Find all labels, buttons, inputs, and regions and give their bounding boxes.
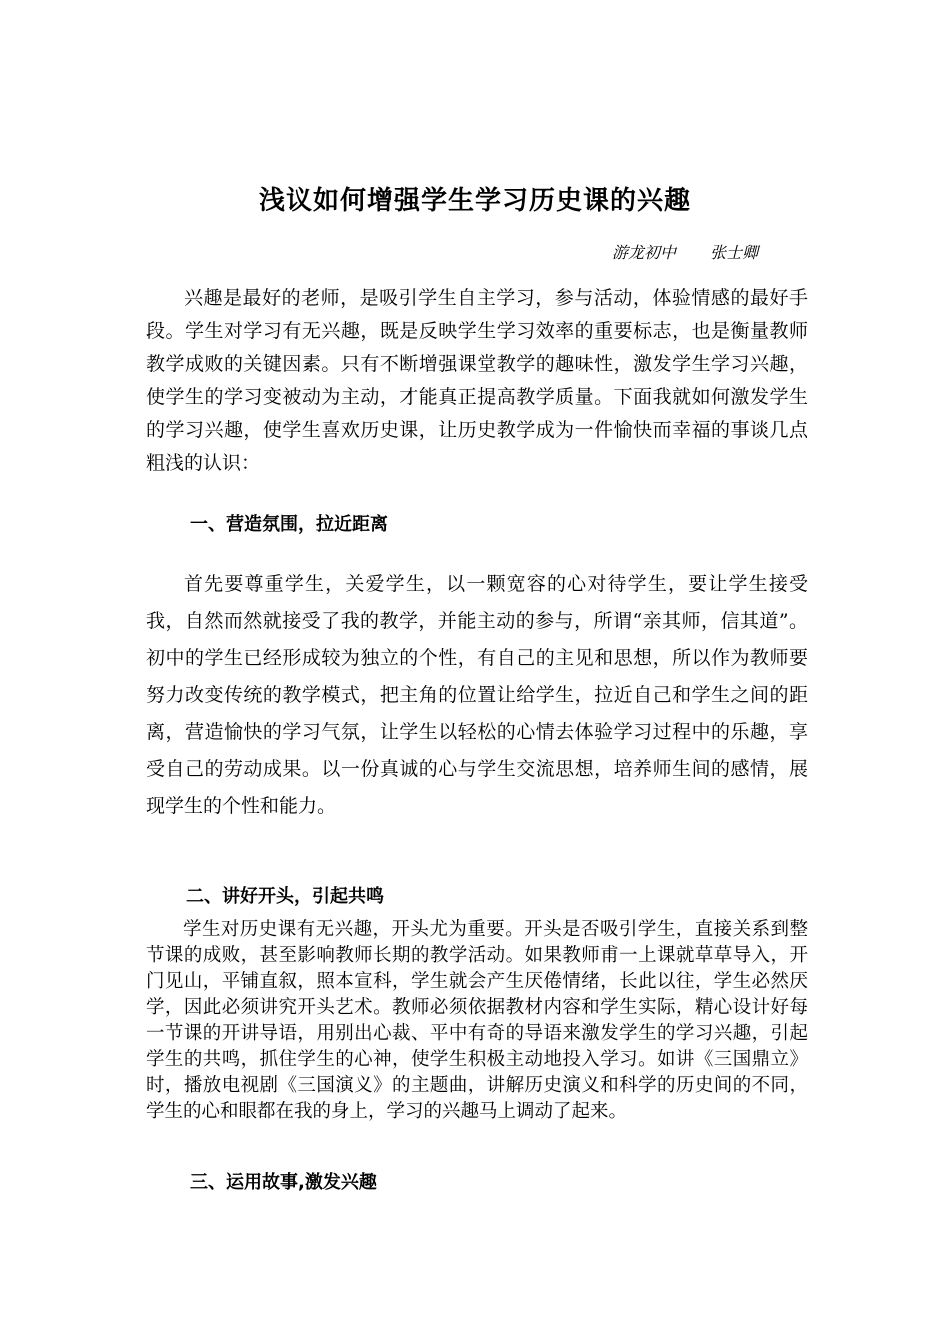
section-heading-3: 三、运用故事,激发兴趣 <box>190 1172 377 1193</box>
author-line <box>612 240 912 263</box>
school-name: 游龙初中 <box>612 243 677 262</box>
intro-paragraph: 兴趣是最好的老师，是吸引学生自主学习，参与活动，体验情感的最好手段。学生对学习有无兴趣，既是反映学生学习效率的重要标志，也是衡量教师教学成败的关键因素。只有不断增强课堂教学的趣味性，激发学生学习兴趣，使学生的学习变被动为主动，才能真正提高教学质量。下面我就如何激发学生的学习兴趣，使学生喜欢历史课，让历史教学成为一件愉快而幸福的事谈几点粗浅的认识： <box>146 287 808 474</box>
section-heading-1: 一、营造氛围，拉近距离 <box>190 514 388 535</box>
document-title: 浅议如何增强学生学习历史课的兴趣 <box>258 186 691 216</box>
author-name: 张士卿 <box>710 243 759 262</box>
section-body-1: 首先要尊重学生，关爱学生，以一颗宽容的心对待学生，要让学生接受我，自然而然就接受了我的教学，并能主动的参与，所谓“亲其师，信其道”。初中的学生已经形成较为独立的个性，有自己的主见和思想，所以作为教师要努力改变传统的教学模式，把主角的位置让给学生，拉近自己和学生之间的距离，营造愉快的学习气氛，让学生以轻松的心情去体验学习过程中的乐趣，享受自己的劳动成果。以一份真诚的心与学生交流思想，培养师生间的感情，展现学生的个性和能力。 <box>146 573 808 817</box>
section-heading-2: 二、讲好开头，引起共鸣 <box>186 886 384 907</box>
section-body-2: 学生对历史课有无兴趣，开头尤为重要。开头是否吸引学生，直接关系到整节课的成败，甚至影响教师长期的教学活动。如果教师甫一上课就草草导入，开门见山，平铺直叙，照本宣科，学生就会产生厌倦情绪，长此以往，学生必然厌学，因此必须讲究开头艺术。教师必须依据教材内容和学生实际，精心设计好每一节课的开讲导语，用别出心裁、平中有奇的导语来激发学生的学习兴趣，引起学生的共鸣，抓住学生的心神，使学生积极主动地投入学习。如讲《三国鼎立》时，播放电视剧《三国演义》的主题曲，讲解历史演义和科学的历史间的不同，学生的心和眼都在我的身上，学习的兴趣马上调动了起来。 <box>146 919 808 1122</box>
